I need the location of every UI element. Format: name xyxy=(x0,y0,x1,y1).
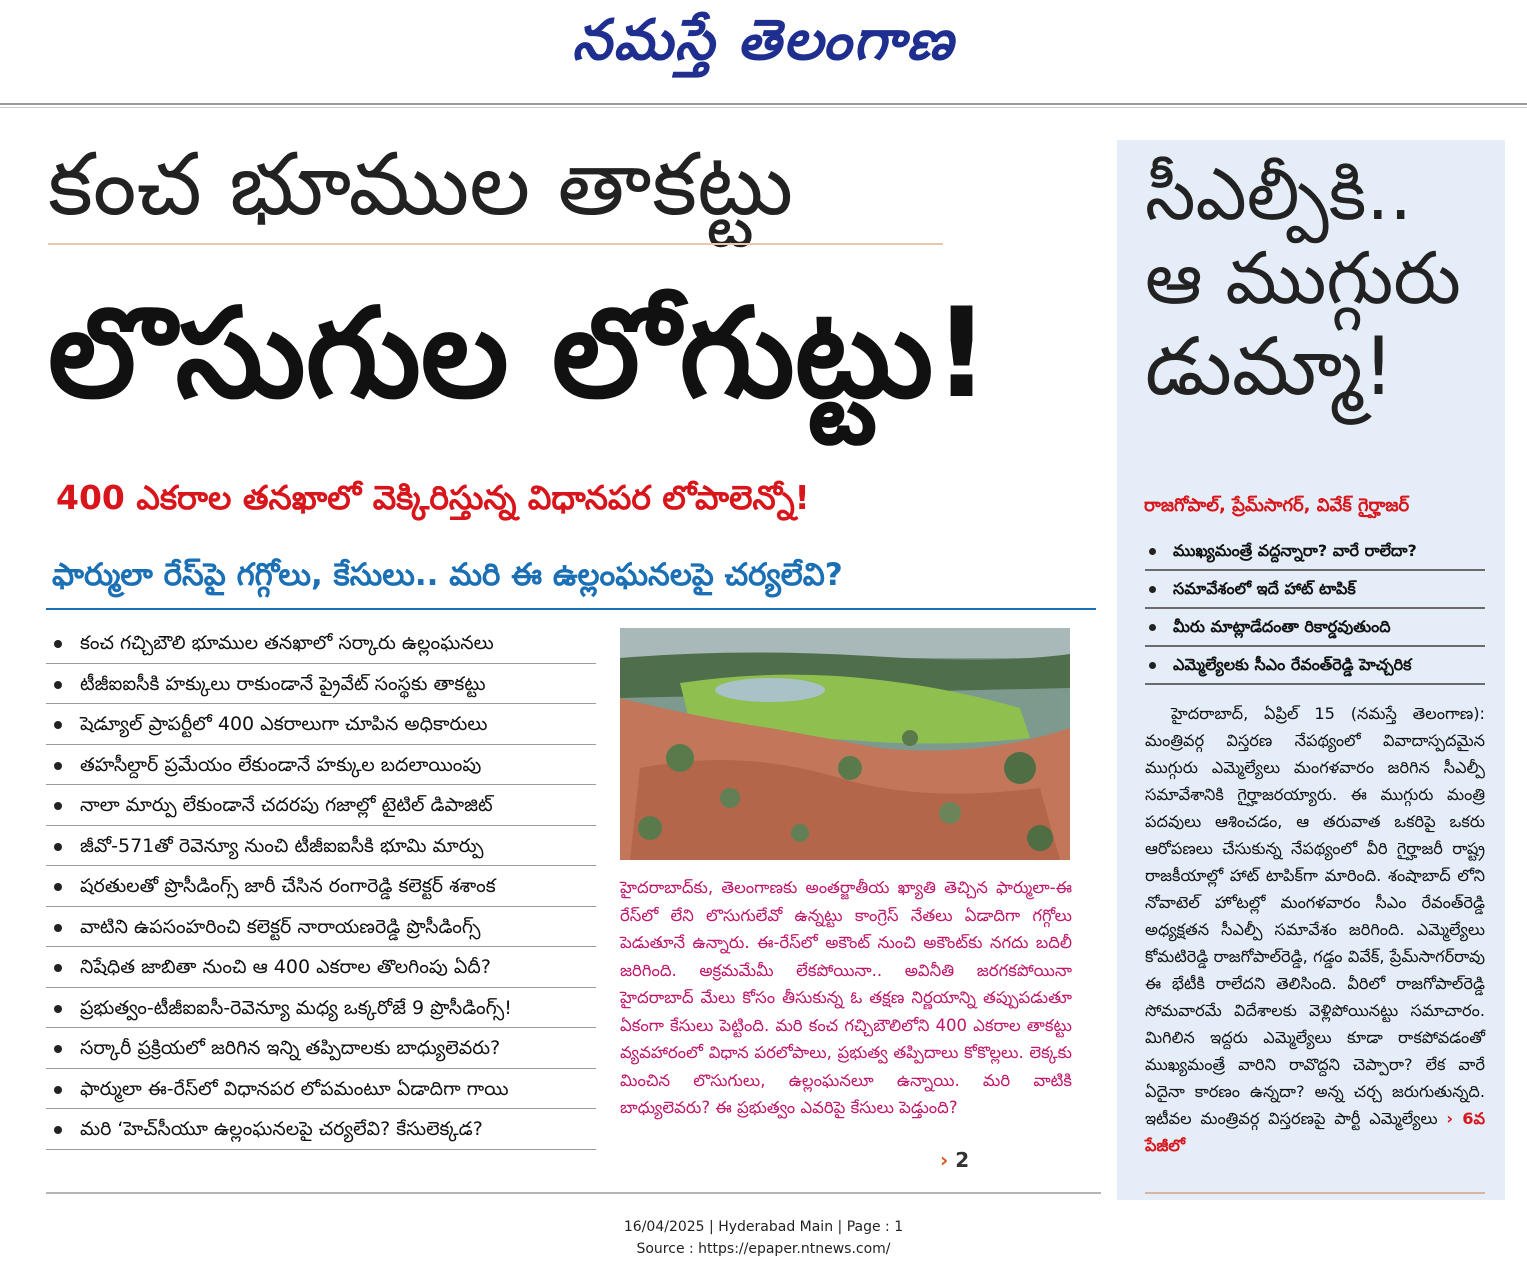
masthead-rule-thin xyxy=(0,107,1527,108)
list-item: ఎమ్మెల్యేలకు సీఎం రేవంత్‌రెడ్డి హెచ్చరిక xyxy=(1145,647,1485,685)
continuation-link[interactable]: › 6వ పేజీలో xyxy=(1145,1109,1485,1155)
list-item: సర్కారీ ప్రక్రియలో జరిగిన ఇన్ని తప్పిదాలకు బాధ్యులెవరు? xyxy=(46,1028,596,1069)
headline-main: లొసుగుల లోగుట్టు! xyxy=(48,282,990,426)
bullet-icon xyxy=(1149,586,1156,593)
page-footer xyxy=(0,1216,1527,1260)
subhead-divider xyxy=(46,608,1096,610)
list-item: టీజీఐఐసీకి హక్కులు రాకుండానే ప్రైవేట్ సంస్థకు తాకట్టు xyxy=(46,664,596,705)
bullet-icon xyxy=(54,1005,62,1013)
bullet-icon xyxy=(54,1126,62,1134)
bullet-icon xyxy=(54,1045,62,1053)
chevron-right-icon: › xyxy=(1446,1109,1463,1128)
bullet-icon xyxy=(54,762,62,770)
list-item: ఫార్ములా ఈ-రేస్‌లో విధానపర లోపమంటూ ఏడాదిగా గాయి xyxy=(46,1069,596,1110)
list-item: జీవో-571తో రెవెన్యూ నుంచి టీజీఐఐసీకి భూమి మార్పు xyxy=(46,826,596,867)
bullet-icon xyxy=(1149,662,1156,669)
headline-kicker: కంచ భూముల తాకట్టు xyxy=(48,135,794,235)
list-item: నాలా మార్పు లేకుండానే చదరపు గజాల్లో టైటిల్ డిపాజిట్ xyxy=(46,785,596,826)
edition-info: 16/04/2025 | Hyderabad Main | Page : 1 xyxy=(623,1219,904,1235)
photo-caption: హైదరాబాద్‌కు, తెలంగాణకు అంతర్జాతీయ ఖ్యాతి తెచ్చిన ఫార్ములా-ఈ రేస్‌లో లేని లొసుగులేవో ఉన్నట్టు కాంగ్రెస్ నేతలు ఏడాదిగా గగ్గోలు పెడుతూనే ఉన్నారు. ఈ-రేస్‌లో అకౌంట్ నుంచి అకౌంట్‌కు నగదు బదిలీ జరిగింది. అక్రమమేమీ లేకపోయినా.. అవినీతి జరగకపోయినా హైదరాబాద్ మేలు కోసం తీసుకున్న ఓ తక్షణ నిర్ణయాన్ని తప్పుపడుతూ ఏకంగా కేసులు పెట్టింది. మరి కంచ గచ్చిబౌలిలోని 400 ఎకరాల తాకట్టు వ్యవహారంలో విధాన పరలోపాలు, ప్రభుత్వ తప్పిదాలు కోకొల్లలు. లెక్కకు మించిన లొసుగులు, ఉల్లంఘనలూ ఉన్నాయి. మరి వాటికి బాధ్యులెవరు? ఈ ప్రభుత్వం ఎవరిపై కేసులు పెడ్తుంది? xyxy=(620,878,1072,1117)
newspaper-logo: నమస్తే తెలంగాణ xyxy=(572,8,955,73)
highlights-list xyxy=(46,623,596,1150)
sidebar-headline: సీఎల్పీకి.. ఆ ముగ్గురు డుమ్మా! xyxy=(1145,152,1461,414)
bottom-divider xyxy=(46,1192,1101,1194)
page-reference: › 2 xyxy=(940,1148,970,1172)
headline-blue-subhead: ఫార్ములా రేస్‌పై గగ్గోలు, కేసులు.. మరి ఈ ఉల్లంఘనలపై చర్యలేవి? xyxy=(52,557,843,593)
list-item: కంచ గచ్చిబౌలి భూముల తనఖాలో సర్కారు ఉల్లంఘనలు xyxy=(46,623,596,664)
bullet-icon xyxy=(54,802,62,810)
bullet-icon xyxy=(54,883,62,891)
list-item: మరి ‘హెచ్‌సీయూ ఉల్లంఘనలపై చర్యలేవి? కేసులెక్కడ? xyxy=(46,1109,596,1150)
land-aerial-photo xyxy=(620,628,1070,860)
bullet-icon xyxy=(54,1086,62,1094)
bullet-icon xyxy=(54,924,62,932)
sidebar-highlights xyxy=(1145,533,1485,685)
sidebar-article-body: హైదరాబాద్, ఏప్రిల్ 15 (నమస్తే తెలంగాణ): మంత్రివర్గ విస్తరణ నేపథ్యంలో వివాదాస్పదమైన ముగ్గురు ఎమ్మెల్యేలు మంగళవారం జరిగిన సీఎల్పీ సమావేశానికి గైర్హాజరయ్యారు. ఈ ముగ్గురు మంత్రి పదవులు ఆశించడం, ఆ తరువాత ఒకరిపై ఒకరు ఆరోపణలు చేసుకున్న నేపథ్యంలో వీరి గైర్హాజరీ రాష్ట్ర రాజకీయాల్లో హాట్ టాపిక్‌గా మారింది. శంషాబాద్ లోని నోవాటెల్ హోటల్లో మంగళవారం సీఎం రేవంత్‌రెడ్డి అధ్యక్షతన సీఎల్పీ సమావేశం జరిగింది. ఎమ్మెల్యేలు కోమటిరెడ్డి రాజగోపాల్‌రెడ్డి, గడ్డం వివేక్, ప్రేమ్‌సాగర్‌రావు ఈ భేటీకి రాలేదని తెలిసింది. వీరిలో రాజగోపాల్‌రెడ్డి సోమవారమే విదేశాలకు వెళ్లిపోయినట్టు సమాచారం. మిగిలిన ఇద్దరు ఎమ్మెల్యేలు కూడా రాకపోవడంతో ముఖ్యమంత్రే వారిని రావొద్దని చెప్పారా? లేక వారే ఏదైనా కారణం ఉన్నదా? అన్న చర్చ జరుగుతున్నది. ఇటీవల మంత్రివర్గ విస్తరణపై పార్టీ ఎమ్మెల్యేలు › 6వ పేజీలో xyxy=(1145,704,1485,1155)
bullet-icon xyxy=(1149,548,1156,555)
sidebar-bottom-divider xyxy=(1145,1192,1485,1194)
bullet-icon xyxy=(54,640,62,648)
list-item: సమావేశంలో ఇదే హాట్ టాపిక్ xyxy=(1145,571,1485,609)
source-link[interactable]: Source : https://epaper.ntnews.com/ xyxy=(636,1241,891,1257)
list-item: వాటిని ఉపసంహరించి కలెక్టర్ నారాయణరెడ్డి ప్రొసీడింగ్స్ xyxy=(46,907,596,948)
list-item: ముఖ్యమంత్రే వద్దన్నారా? వారే రాలేదా? xyxy=(1145,533,1485,571)
list-item: షరతులతో ప్రొసీడింగ్స్ జారీ చేసిన రంగారెడ్డి కలెక్టర్ శశాంక xyxy=(46,866,596,907)
sidebar-red-subhead: రాజగోపాల్, ప్రేమ్‌సాగర్, వివేక్ గైర్హాజర్ xyxy=(1144,495,1410,516)
list-item: తహసీల్దార్ ప్రమేయం లేకుండానే హక్కుల బదలాయింపు xyxy=(46,745,596,786)
headline-divider xyxy=(48,243,943,245)
bullet-icon xyxy=(54,681,62,689)
chevron-right-icon: › xyxy=(940,1148,949,1172)
bullet-icon xyxy=(54,721,62,729)
list-item: నిషేధిత జాబితా నుంచి ఆ 400 ఎకరాల తొలగింపు ఏదీ? xyxy=(46,947,596,988)
bullet-icon xyxy=(1149,624,1156,631)
bullet-icon xyxy=(54,964,62,972)
list-item: షెడ్యూల్ ప్రాపర్టీలో 400 ఎకరాలుగా చూపిన అధికారులు xyxy=(46,704,596,745)
bullet-icon xyxy=(54,843,62,851)
masthead-rule xyxy=(0,103,1527,105)
headline-red-subhead: 400 ఎకరాల తనఖాలో వెక్కిరిస్తున్న విధానపర లోపాలెన్నో! xyxy=(56,478,810,517)
list-item: ప్రభుత్వం-టీజీఐఐసీ-రెవెన్యూ మధ్య ఒక్కరోజే 9 ప్రొసీడింగ్స్! xyxy=(46,988,596,1029)
list-item: మీరు మాట్లాడేదంతా రికార్డవుతుంది xyxy=(1145,609,1485,647)
masthead xyxy=(0,0,1527,105)
